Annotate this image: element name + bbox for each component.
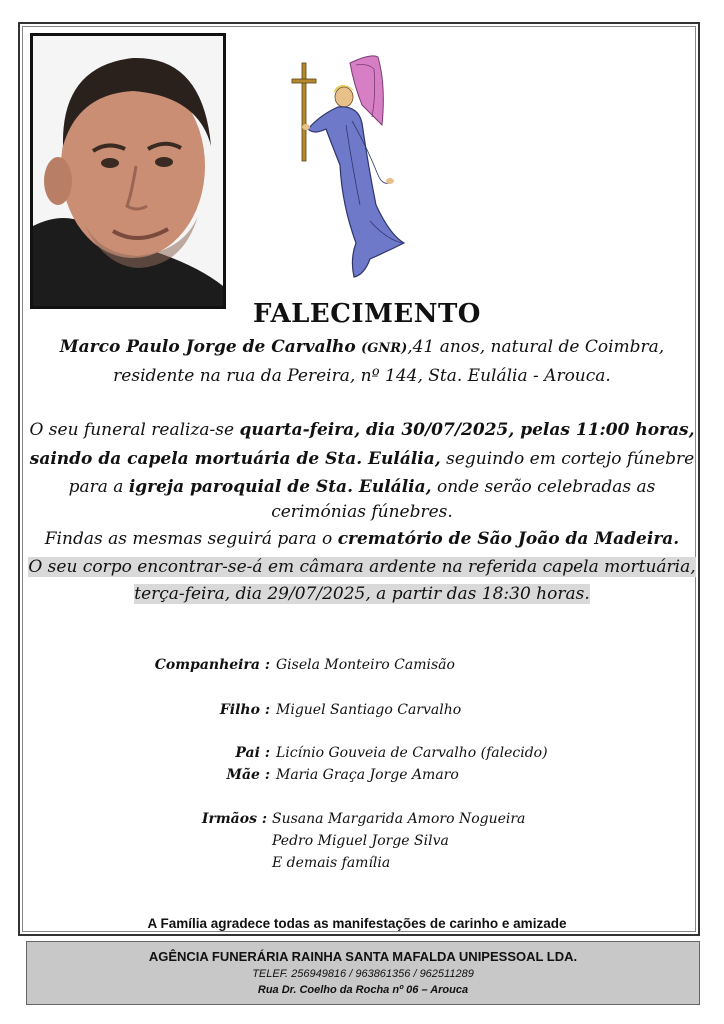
companheira-name: Gisela Monteiro Camisão [276, 657, 455, 673]
funeral-text: seguindo em cortejo fúnebre [440, 449, 695, 469]
funeral-text: Findas as mesmas seguirá para o [44, 529, 338, 549]
page-title: FALECIMENTO [253, 299, 481, 329]
irmao-item: Susana Margarida Amoro Nogueira [272, 811, 526, 827]
funeral-date: quarta-feira, dia 30/07/2025, pelas 11:00 horas, [239, 420, 695, 440]
vigil-line-2 [0, 584, 724, 604]
funeral-line-3 [0, 477, 724, 497]
vigil-line-1 [0, 557, 724, 577]
funeral-departure: saindo da capela mortuária de Sta. Eulália, [29, 449, 441, 469]
deceased-tag: (GNR) [361, 341, 408, 356]
funeral-line-1 [0, 420, 724, 440]
family-others: E demais família [272, 855, 391, 871]
crematorium: crematório de São João da Madeira. [337, 529, 680, 549]
funeral-text: onde serão celebradas as [431, 477, 656, 497]
deceased-photo [30, 33, 226, 309]
vigil-text: O seu corpo encontrar-se-á em câmara ardente na referida capela mortuária, [28, 557, 696, 577]
angel-illustration [286, 45, 416, 285]
residence-line: residente na rua da Pereira, nº 144, Sta. Eulália - Arouca. [113, 366, 611, 386]
intro-line [0, 337, 724, 357]
funeral-line-2 [0, 449, 724, 469]
agency-footer [26, 941, 700, 1005]
mae-label: Mãe : [226, 767, 270, 783]
funeral-text: para a [68, 477, 129, 497]
irmao-item: Pedro Miguel Jorge Silva [272, 833, 449, 849]
filho-label: Filho : [219, 702, 270, 718]
thanks-line: A Família agradece todas as manifestações de carinho e amizade [147, 916, 567, 931]
funeral-text: O seu funeral realiza-se [29, 420, 240, 440]
agency-name: AGÊNCIA FUNERÁRIA RAINHA SANTA MAFALDA UNIPESSOAL LDA. [148, 949, 578, 964]
filho-name: Miguel Santiago Carvalho [276, 702, 462, 718]
deceased-name: Marco Paulo Jorge de Carvalho [59, 337, 356, 357]
funeral-line-5 [0, 529, 724, 549]
intro-rest: ,41 anos, natural de Coimbra, [407, 337, 665, 357]
agency-address: Rua Dr. Coelho da Rocha nº 06 – Arouca [257, 984, 469, 996]
funeral-church: igreja paroquial de Sta. Eulália, [128, 477, 432, 497]
vigil-date: terça-feira, dia 29/07/2025, a partir das 18:30 horas. [134, 584, 590, 604]
pai-name: Licínio Gouveia de Carvalho (falecido) [276, 745, 548, 761]
pai-label: Pai : [235, 745, 270, 761]
agency-phones: TELEF. 256949816 / 963861356 / 962511289 [252, 968, 474, 980]
mae-name: Maria Graça Jorge Amaro [276, 767, 459, 783]
irmaos-label: Irmãos : [201, 811, 267, 827]
funeral-line-4: cerimónias fúnebres. [271, 502, 453, 522]
companheira-label: Companheira : [154, 657, 270, 673]
